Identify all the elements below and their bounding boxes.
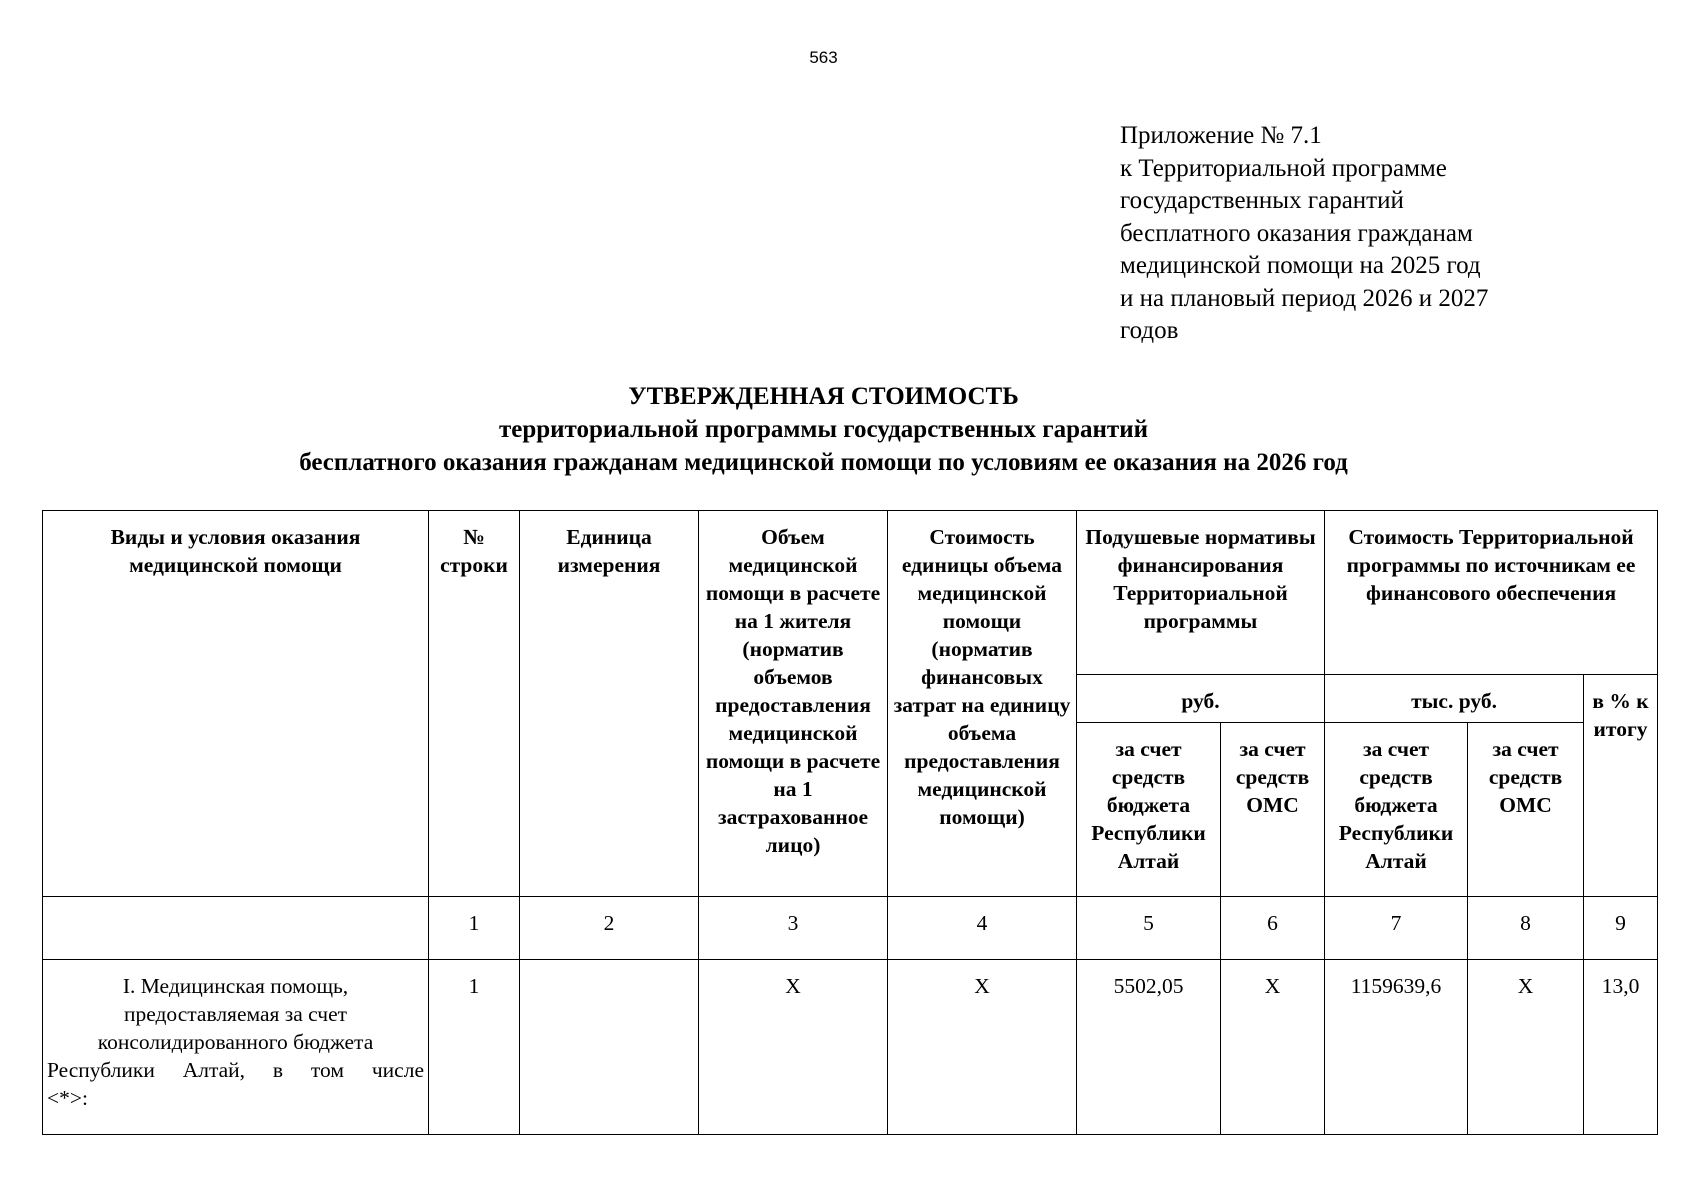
row-per-capita-budget: 5502,05 [1077, 960, 1221, 1135]
appendix-line: к Территориальной программе [1120, 154, 1447, 182]
row-line-number: 1 [429, 960, 520, 1135]
column-number: 5 [1077, 897, 1221, 960]
column-number: 2 [520, 897, 699, 960]
column-number: 7 [1325, 897, 1468, 960]
cost-table [42, 510, 1658, 1135]
header-percent-total: в % к итогу [1584, 675, 1658, 897]
row-description-line: предоставляемая за счет [123, 1002, 348, 1026]
appendix-reference [1120, 120, 1600, 348]
column-number: 9 [1584, 897, 1658, 960]
row-percent: 13,0 [1584, 960, 1658, 1135]
header-budget-ra-cost: за счет средств бюджета Республики Алтай [1325, 723, 1468, 897]
title-line: территориальной программы государственных гарантий [498, 416, 1149, 443]
column-number [43, 897, 429, 960]
row-description-line: Республики Алтай, в том числе [47, 1058, 424, 1082]
header-unit: Единица измерения [520, 511, 699, 897]
column-number-row [43, 897, 1658, 960]
row-cost-oms: Х [1468, 960, 1584, 1135]
appendix-line: бесплатного оказания гражданам [1120, 219, 1473, 247]
column-number: 8 [1468, 897, 1584, 960]
header-per-capita: Подушевые нормативы финансирования Территориальной программы [1077, 511, 1325, 675]
document-title [0, 380, 1647, 479]
appendix-line: медицинской помощи на 2025 год [1120, 252, 1481, 279]
header-oms: за счет средств ОМС [1221, 723, 1325, 897]
row-unit-cost: Х [888, 960, 1077, 1135]
title-line: УТВЕРЖДЕННАЯ СТОИМОСТЬ [628, 383, 1019, 410]
appendix-line: годов [1120, 317, 1179, 344]
header-program-cost: Стоимость Территориальной программы по источникам ее финансового обеспечения [1325, 511, 1658, 675]
table-row [43, 960, 1658, 1135]
row-volume: Х [699, 960, 888, 1135]
row-description-line: I. Медицинская помощь, [122, 974, 349, 998]
column-number: 6 [1221, 897, 1325, 960]
header-thous-rub: тыс. руб. [1325, 675, 1584, 723]
row-unit [520, 960, 699, 1135]
row-per-capita-oms: Х [1221, 960, 1325, 1135]
header-types-conditions: Виды и условия оказания медицинской помощи [43, 511, 429, 897]
row-description-line: консолидированного бюджета [97, 1030, 374, 1054]
header-unit-cost: Стоимость единицы объема медицинской помощи (норматив финансовых затрат на единицу объема предоставления медицинской помощи) [888, 511, 1077, 897]
header-volume: Объем медицинской помощи в расчете на 1 жителя (норматив объемов предоставления медицинской помощи в расчете на 1 застрахованное лицо) [699, 511, 888, 897]
header-budget-ra: за счет средств бюджета Республики Алтай [1077, 723, 1221, 897]
row-cost-budget: 1159639,6 [1325, 960, 1468, 1135]
appendix-line: Приложение № 7.1 [1120, 122, 1322, 149]
column-number: 1 [429, 897, 520, 960]
column-number: 3 [699, 897, 888, 960]
header-oms-cost: за счет средств ОМС [1468, 723, 1584, 897]
appendix-line: государственных гарантий [1120, 187, 1404, 214]
row-description [43, 960, 429, 1135]
column-number: 4 [888, 897, 1077, 960]
page-number: 563 [809, 48, 838, 67]
appendix-line: и на плановый период 2026 и 2027 [1120, 284, 1489, 312]
header-line-number: № строки [429, 511, 520, 897]
row-description-line: <*>: [47, 1086, 88, 1110]
title-line: бесплатного оказания гражданам медицинской помощи по условиям ее оказания на 2026 год [299, 449, 1348, 476]
header-rub: руб. [1077, 675, 1325, 723]
